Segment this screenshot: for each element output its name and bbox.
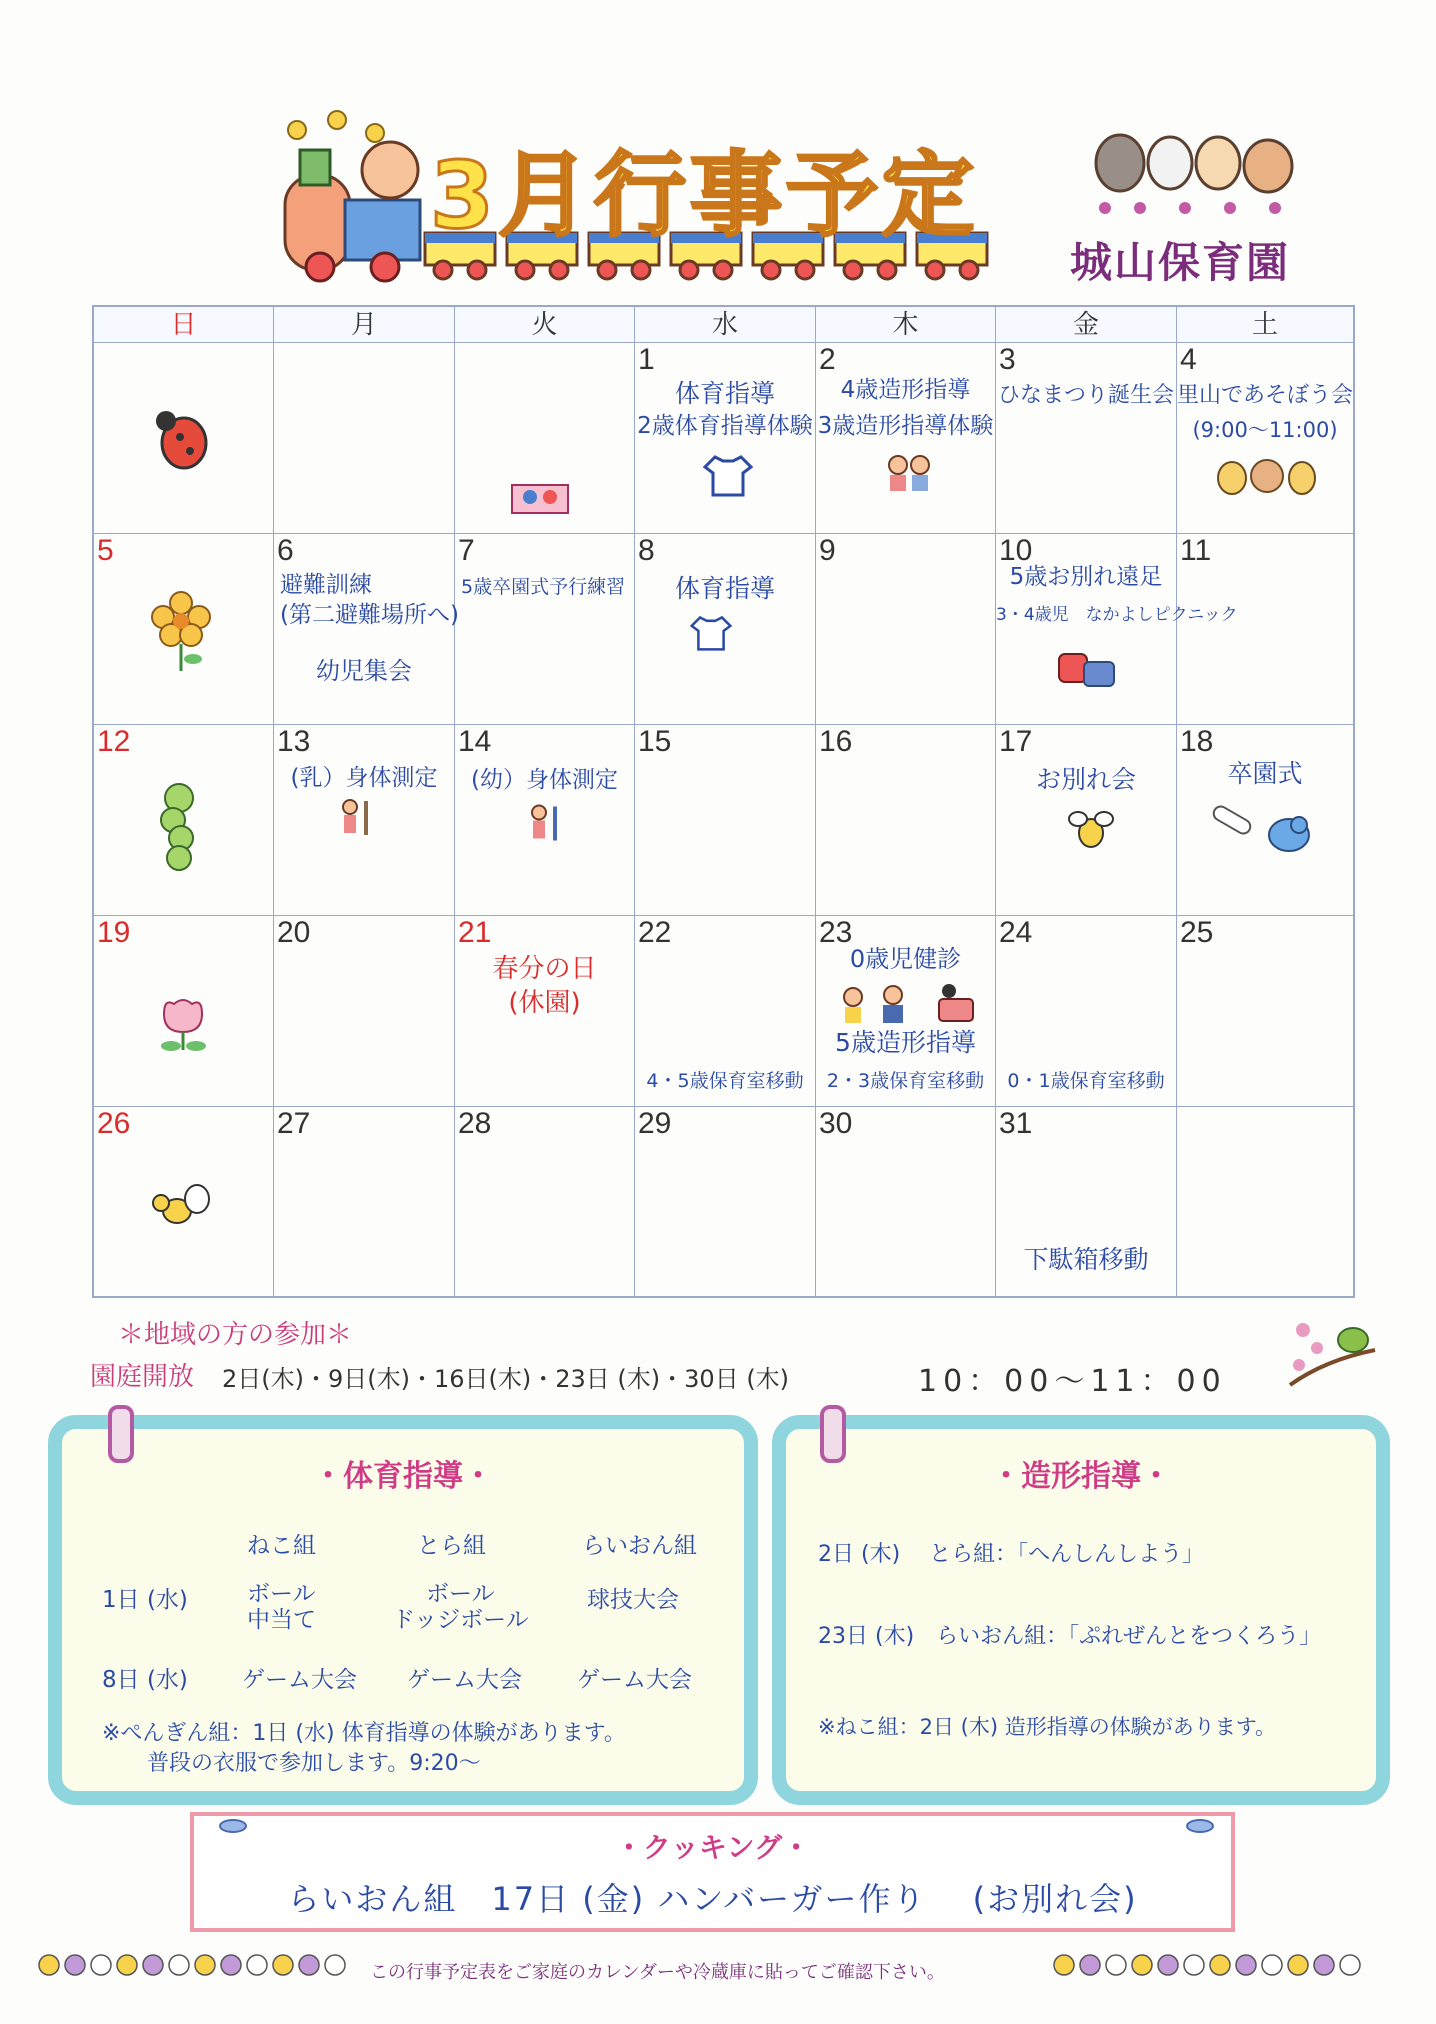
event-label: (9:00～11:00) [1192, 418, 1338, 442]
pin-icon [1185, 1818, 1215, 1834]
day-number: 2 [819, 343, 836, 376]
event-label: (幼）身体測定 [471, 767, 618, 793]
event-label: (第二避難場所へ) [280, 602, 459, 628]
event-label: 5歳造形指導 [835, 1028, 976, 1057]
day-number: 19 [97, 916, 131, 949]
class-header: とら組 [417, 1533, 486, 1559]
day-number: 21 [458, 916, 492, 949]
art-line: 23日 (木) らいおん組：「ぷれぜんとをつくろう」 [818, 1624, 1322, 1649]
day-cell [1177, 534, 1353, 725]
pe-date: 1日 (水) [102, 1587, 188, 1613]
day-cell [816, 725, 996, 916]
event-label: 体育指導 [674, 574, 775, 603]
day-number: 11 [1180, 534, 1212, 567]
pe-note: ※ぺんぎん組：1日 (水) 体育指導の体験があります。 [102, 1721, 626, 1746]
day-number: 30 [819, 1107, 853, 1140]
open-garden-label: 園庭開放 [90, 1362, 195, 1392]
event-label: 避難訓練 [280, 572, 372, 598]
footer-note: この行事予定表をご家庭のカレンダーや冷蔵庫に貼ってご確認下さい。 [370, 1962, 945, 1983]
day-number: 13 [277, 725, 311, 758]
pe-activity: ゲーム大会 [577, 1667, 692, 1693]
day-cell [816, 343, 996, 534]
day-number: 29 [638, 1107, 672, 1140]
open-garden-dates: 2日(木)・9日(木)・16日(木)・23日 (木)・30日 (木) [222, 1365, 790, 1393]
day-cell [94, 725, 274, 916]
day-number: 17 [999, 725, 1033, 758]
day-cell [455, 1107, 635, 1296]
day-cell [455, 725, 635, 916]
cooking-text: らいおん組 17日 (金) ハンバーガー作り (お別れ会) [287, 1880, 1138, 1918]
bird-branch-icon [1285, 1310, 1380, 1390]
tulip-icon [156, 994, 211, 1054]
day-number: 5 [97, 534, 114, 567]
day-cell [996, 1107, 1177, 1296]
day-cell [455, 343, 635, 534]
day-cell [1177, 725, 1353, 916]
animals-illustration [1090, 108, 1300, 218]
paper-clip-icon [108, 1405, 134, 1463]
day-number: 18 [1180, 725, 1214, 758]
class-header: ねこ組 [247, 1533, 316, 1559]
tshirt-icon [703, 453, 753, 498]
day-number: 15 [638, 725, 672, 758]
event-label: 幼児集会 [316, 657, 412, 685]
day-number: 6 [277, 534, 294, 567]
day-number: 22 [638, 916, 672, 949]
weekday-thu: 木 [816, 307, 996, 343]
pe-activity: ゲーム大会 [242, 1667, 357, 1693]
event-label: 5歳卒園式予行練習 [461, 576, 626, 598]
bee-icon [149, 1177, 214, 1232]
day-cell [635, 916, 816, 1107]
pe-box [48, 1415, 758, 1805]
day-cell [94, 343, 274, 534]
day-cell [996, 916, 1177, 1107]
day-number: 9 [819, 534, 836, 567]
day-number: 31 [999, 1107, 1033, 1140]
day-cell [816, 916, 996, 1107]
day-cell [635, 343, 816, 534]
day-number: 23 [819, 916, 853, 949]
art-note: ※ねこ組：2日 (木) 造形指導の体験があります。 [818, 1715, 1277, 1739]
pe-date: 8日 (水) [102, 1667, 188, 1693]
doctor-icon [831, 981, 981, 1026]
day-number: 3 [999, 343, 1016, 376]
weekday-tue: 火 [455, 307, 635, 343]
event-label: お別れ会 [1035, 765, 1136, 794]
day-cell [1177, 1107, 1353, 1296]
open-garden-time: 10：00～11：00 [918, 1364, 1227, 1399]
event-label: 体育指導 [674, 379, 775, 408]
event-label: 里山であそぼう会 [1177, 383, 1354, 408]
caterpillar-icon [149, 780, 209, 875]
day-number: 28 [458, 1107, 492, 1140]
event-label: 下駄箱移動 [1023, 1245, 1149, 1274]
day-cell [635, 534, 816, 725]
day-cell [455, 534, 635, 725]
day-cell [94, 534, 274, 725]
weekday-fri: 金 [996, 307, 1177, 343]
page-title: 3月行事予定 [430, 142, 979, 249]
art-line: 2日 (木) とら組：「へんしんしよう」 [818, 1542, 1205, 1567]
weekday-mon: 月 [274, 307, 455, 343]
art-box-title: ・造形指導・ [991, 1459, 1171, 1494]
art-box [772, 1415, 1390, 1805]
day-cell [1177, 916, 1353, 1107]
pe-activity: ボール 中当て [247, 1581, 316, 1633]
weekday-wed: 水 [635, 307, 816, 343]
pe-activity: 球技大会 [587, 1587, 679, 1613]
paper-clip-icon [820, 1405, 846, 1463]
class-header: らいおん組 [582, 1533, 697, 1559]
day-cell [274, 343, 455, 534]
day-cell [635, 1107, 816, 1296]
flower-border-right-icon [1050, 1950, 1375, 1980]
day-cell [996, 343, 1177, 534]
holiday-label: 春分の日 [492, 954, 597, 984]
day-cell [996, 725, 1177, 916]
pe-activity: ボール ドッジボール [392, 1581, 529, 1633]
day-cell [455, 916, 635, 1107]
measuring-icon [525, 800, 565, 845]
day-cell [274, 916, 455, 1107]
pe-activity: ゲーム大会 [407, 1667, 522, 1693]
day-number: 16 [819, 725, 853, 758]
event-label: (乳）身体測定 [290, 765, 438, 791]
event-label: 卒園式 [1227, 759, 1303, 788]
pe-note: 普段の衣服で参加します。9:20～ [147, 1751, 481, 1776]
day-number: 27 [277, 1107, 311, 1140]
event-label: 5歳お別れ遠足 [1009, 564, 1163, 590]
event-label: 3歳造形指導体験 [817, 413, 994, 439]
day-cell [94, 1107, 274, 1296]
weekday-sun: 日 [94, 307, 274, 343]
day-cell [816, 1107, 996, 1296]
day-cell [274, 534, 459, 725]
calendar-grid [92, 305, 1355, 1298]
event-label: 4歳造形指導 [840, 377, 971, 403]
day-cell [274, 725, 455, 916]
day-cell [1177, 343, 1353, 534]
cooking-box [190, 1812, 1235, 1932]
day-number: 24 [999, 916, 1033, 949]
day-number: 8 [638, 534, 655, 567]
acorns-icon [1212, 448, 1322, 498]
children-icon [884, 453, 934, 493]
day-number: 25 [1180, 916, 1214, 949]
day-number: 10 [999, 534, 1033, 567]
bee-icon [1066, 805, 1116, 850]
diploma-bird-icon [1207, 793, 1322, 863]
flower-icon [149, 589, 214, 674]
day-number: 26 [97, 1107, 131, 1140]
cooking-title: ・クッキング・ [614, 1831, 811, 1864]
measuring-icon [336, 797, 376, 837]
event-label: 0歳児健診 [849, 945, 962, 973]
day-number: 20 [277, 916, 311, 949]
picnic-icon [1054, 642, 1119, 692]
day-cell [635, 725, 816, 916]
day-number: 1 [638, 343, 655, 376]
event-label: 2歳体育指導体験 [637, 413, 813, 439]
event-label: 4・5歳保育室移動 [646, 1070, 804, 1092]
day-number: 12 [97, 725, 131, 758]
hina-dolls-icon [510, 475, 570, 515]
event-label: 0・1歳保育室移動 [1007, 1070, 1165, 1092]
event-label: 3・4歳児 なかよしピクニック [996, 605, 1238, 625]
community-heading: ＊地域の方の参加＊ [118, 1320, 353, 1350]
day-number: 4 [1180, 343, 1197, 376]
ladybug-icon [144, 403, 214, 473]
event-label: 2・3歳保育室移動 [826, 1070, 985, 1092]
day-number: 7 [458, 534, 475, 567]
school-name: 城山保育園 [1070, 238, 1291, 287]
holiday-label: (休園) [508, 988, 581, 1018]
day-cell [274, 1107, 455, 1296]
pe-box-title: ・体育指導・ [313, 1459, 493, 1494]
weekday-sat: 土 [1177, 307, 1353, 343]
day-cell [816, 534, 996, 725]
pin-icon [218, 1818, 248, 1834]
event-label: ひなまつり誕生会 [997, 383, 1174, 408]
day-cell [94, 916, 274, 1107]
tshirt-icon [690, 614, 732, 652]
day-number: 14 [458, 725, 492, 758]
flower-border-left-icon [35, 1950, 360, 1980]
